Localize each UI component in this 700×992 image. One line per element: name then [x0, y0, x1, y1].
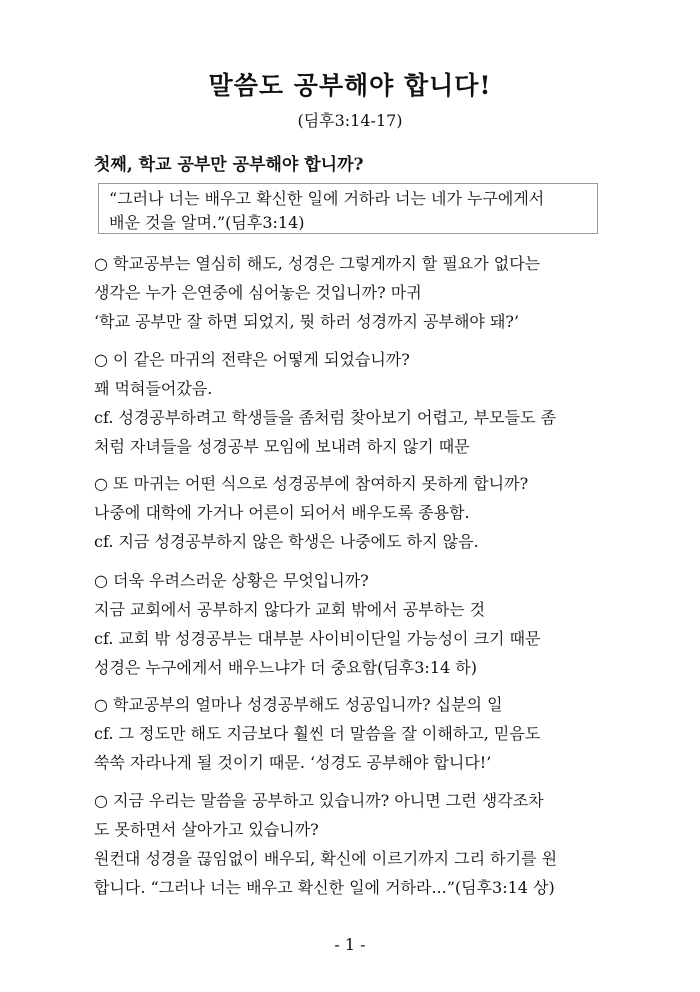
question-6-line-4: 합니다. “그러나 너는 배우고 확신한 일에 거하라...”(딤후3:14 상) [94, 878, 555, 897]
quote-line-2: 배운 것을 알며.”(딤후3:14) [109, 213, 305, 232]
question-5-line-3: 쑥쑥 자라나게 될 것이기 때문. ‘성경도 공부해야 합니다!’ [94, 753, 492, 772]
question-5-line-2: cf. 그 정도만 해도 지금보다 훨씬 더 말씀을 잘 이해하고, 믿음도 [94, 724, 541, 743]
page-title: 말씀도 공부해야 합니다! [208, 71, 492, 100]
question-6-line-2: 도 못하면서 살아가고 있습니까? [94, 820, 319, 839]
question-3-line-1: ○ 또 마귀는 어떤 식으로 성경공부에 참여하지 못하게 합니까? [94, 474, 529, 493]
scripture-quote-box [98, 183, 598, 234]
question-1-line-3: ‘학교 공부만 잘 하면 되었지, 뭣 하러 성경까지 공부해야 돼?’ [94, 312, 520, 331]
question-4-line-4: 성경은 누구에게서 배우느냐가 더 중요함(딤후3:14 하) [94, 658, 477, 677]
question-4-line-2: 지금 교회에서 공부하지 않다가 교회 밖에서 공부하는 것 [94, 600, 486, 619]
scripture-reference: (딤후3:14-17) [297, 111, 403, 130]
question-4-line-3: cf. 교회 밖 성경공부는 대부분 사이비이단일 가능성이 크기 때문 [94, 629, 541, 648]
question-6-line-1: ○ 지금 우리는 말씀을 공부하고 있습니까? 아니면 그런 생각조차 [94, 791, 544, 810]
section-heading: 첫째, 학교 공부만 공부해야 합니까? [94, 155, 364, 175]
question-5-line-1: ○ 학교공부의 얼마나 성경공부해도 성공입니까? 십분의 일 [94, 695, 503, 714]
question-3-line-2: 나중에 대학에 가거나 어른이 되어서 배우도록 종용함. [94, 503, 470, 522]
question-3-line-3: cf. 지금 성경공부하지 않은 학생은 나중에도 하지 않음. [94, 532, 479, 551]
question-2-line-4: 처럼 자녀들을 성경공부 모임에 보내려 하지 않기 때문 [94, 437, 470, 456]
question-4-line-1: ○ 더욱 우려스러운 상황은 무엇입니까? [94, 571, 369, 590]
question-1-line-1: ○ 학교공부는 열심히 해도, 성경은 그렇게까지 할 필요가 없다는 [94, 254, 541, 273]
page-number: - 1 - [334, 935, 366, 954]
quote-line-1: “그러나 너는 배우고 확신한 일에 거하라 너는 네가 누구에게서 [109, 189, 545, 208]
question-2-line-2: 꽤 먹혀들어갔음. [94, 379, 213, 398]
question-6-line-3: 원컨대 성경을 끊임없이 배우되, 확신에 이르기까지 그리 하기를 원 [94, 849, 558, 868]
question-2-line-3: cf. 성경공부하려고 학생들을 좀처럼 찾아보기 어렵고, 부모들도 좀 [94, 408, 556, 427]
question-1-line-2: 생각은 누가 은연중에 심어놓은 것입니까? 마귀 [94, 283, 422, 302]
question-2-line-1: ○ 이 같은 마귀의 전략은 어떻게 되었습니까? [94, 350, 410, 369]
